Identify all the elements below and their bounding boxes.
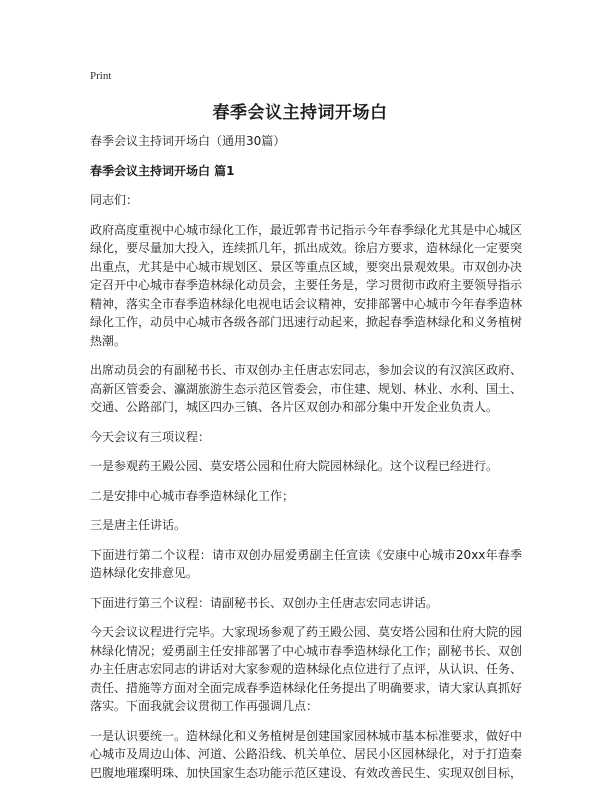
document-subtitle: 春季会议主持词开场白（通用30篇） <box>90 134 286 148</box>
paragraph: 今天会议议程进行完毕。大家现场参观了药王殿公园、莫安塔公园和仕府大院的园林绿化情况；爱勇副主任安排部署了中心城市春季造林绿化工作；副秘书长、双创办主任唐志宏同志的讲话对大家参观的造林绿化点位进行了点评，从认识、任务、责任、措施等方面对全面完成春季造林绿化任务提出了明确要求，请大家认真抓好落实。下面我就会议贯彻工作再强调几点： <box>90 625 523 713</box>
print-label[interactable]: Print <box>90 70 112 82</box>
document-title: 春季会议主持词开场白 <box>212 103 388 123</box>
paragraph: 今天会议有三项议程： <box>90 429 211 444</box>
paragraph: 下面进行第二个议程：请市双创办屈爱勇副主任宣读《安康中心城市20xx年春季造林绿化安排意见。 <box>90 547 522 580</box>
section-heading: 春季会议主持词开场白 篇1 <box>90 163 235 178</box>
paragraph: 二是安排中心城市春季造林绿化工作； <box>90 488 295 503</box>
paragraph: 同志们： <box>90 193 139 207</box>
document-body <box>90 132 522 793</box>
paragraph: 一是参观药王殿公园、莫安塔公园和仕府大院园林绿化。这个议程已经进行。 <box>90 459 499 473</box>
paragraph: 下面进行第三个议程：请副秘书长、双创办主任唐志宏同志讲话。 <box>90 595 439 610</box>
paragraph: 三是唐主任讲话。 <box>90 518 187 532</box>
paragraph: 一是认识要统一。造林绿化和义务植树是创建国家园林城市基本标准要求，做好中心城市及周边山体、河道、公路沿线、机关单位、居民小区园林绿化，对于打造秦巴腹地璀璨明珠、加快国家生态功能示范区建设、有效改善民生、实现双创目标， <box>90 728 523 780</box>
paragraph: 出席动员会的有副秘书长、市双创办主任唐志宏同志，参加会议的有汉滨区政府、高新区管委会、瀛湖旅游生态示范区管委会，市住建、规划、林业、水利、国土、交通、公路部门，城区四办三镇、各片区双创办和部分集中开发企业负责人。 <box>90 363 523 414</box>
paragraph: 政府高度重视中心城市绿化工作，最近郭青书记指示今年春季绿化尤其是中心城区绿化，要尽量加大投入，连续抓几年，抓出成效。徐启方要求，造林绿化一定要突出重点，尤其是中心城市规划区、景区等重点区域，要突出景观效果。市双创办决定召开中心城市春季造林绿化动员会，主要任务是，学习贯彻市政府主要领导指示精神，落实全市春季造林绿化电视电话会议精神，安排部署中心城市今年春季造林绿化工作，动员中心城市各级各部门迅速行动起来，掀起春季造林绿化和义务植树热潮。 <box>90 222 523 348</box>
